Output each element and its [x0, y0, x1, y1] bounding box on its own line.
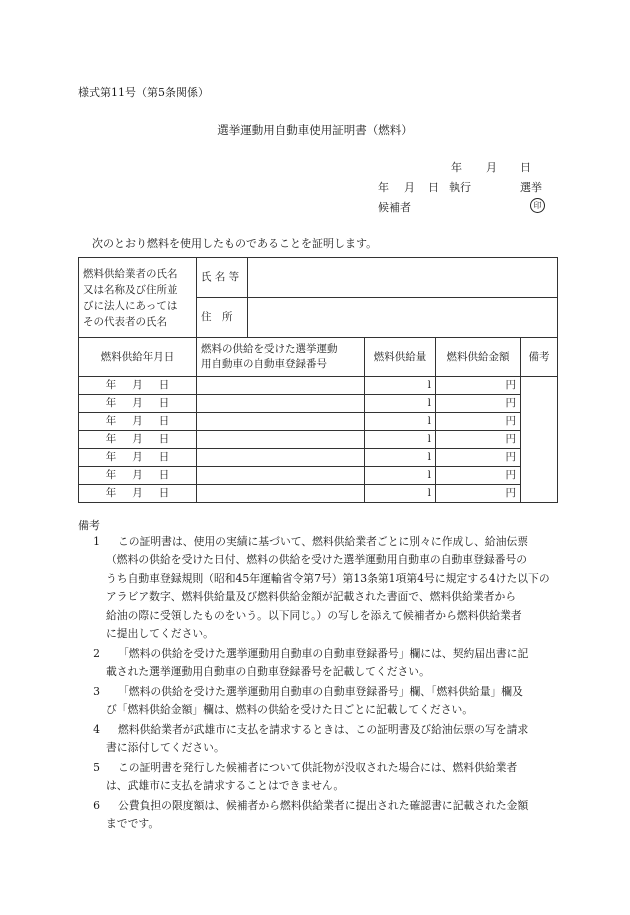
exec-month: 月 — [404, 181, 415, 194]
note-number: 6 — [93, 799, 100, 812]
date-year: 年 — [451, 161, 462, 174]
note-line: 書に添付してください。 — [106, 741, 225, 755]
quantity-cell[interactable]: l — [365, 395, 436, 413]
vehicle-number-cell[interactable] — [197, 485, 365, 503]
table-row — [79, 431, 558, 449]
address-label: 住 所 — [197, 298, 248, 338]
date-cell[interactable]: 年 月 日 — [79, 431, 197, 449]
quantity-cell[interactable]: l — [365, 485, 436, 503]
col-header-remarks: 備考 — [521, 338, 558, 377]
amount-cell[interactable]: 円 — [436, 449, 521, 467]
seal-mark: 印 — [530, 198, 545, 213]
col-header-quantity: 燃料供給量 — [365, 338, 436, 377]
form-number: 様式第11号（第5条関係） — [78, 86, 209, 99]
date-cell[interactable]: 年 月 日 — [79, 377, 197, 395]
table-row — [79, 485, 558, 503]
table-row — [79, 377, 558, 395]
quantity-cell[interactable]: l — [365, 467, 436, 485]
amount-cell[interactable]: 円 — [436, 485, 521, 503]
document-title: 選挙運動用自動車使用証明書（燃料） — [217, 123, 413, 137]
note-line: うち自動車登録規則（昭和45年運輸省令第7号）第13条第1項第4号に規定する4けた以下の — [106, 571, 550, 585]
note-line: 給油の際に受領したものをいう。以下同じ。）の写しを添えて候補者から燃料供給業者 — [106, 608, 522, 622]
note-line: び「燃料供給金額」欄は、燃料の供給を受けた日ごとに記載してください。 — [106, 703, 474, 717]
note-line: この証明書は、使用の実績に基づいて、燃料供給業者ごとに別々に作成し、給油伝票 — [118, 535, 529, 548]
note-line: 公費負担の限度額は、候補者から燃料供給業者に提出された確認書に記載された金額 — [118, 799, 529, 812]
amount-cell[interactable]: 円 — [436, 395, 521, 413]
note-line: 「燃料の供給を受けた選挙運動用自動車の自動車登録番号」欄、「燃料供給量」欄及 — [118, 685, 523, 698]
date-day: 日 — [520, 161, 531, 174]
election-label: 選挙 — [520, 181, 542, 194]
address-field[interactable] — [248, 298, 558, 338]
executed-label: 執行 — [449, 181, 471, 194]
date-cell[interactable]: 年 月 日 — [79, 395, 197, 413]
note-line: までです。 — [106, 817, 160, 831]
date-month: 月 — [486, 161, 497, 174]
note-number: 3 — [93, 685, 100, 698]
date-cell[interactable]: 年 月 日 — [79, 413, 197, 431]
date-cell[interactable]: 年 月 日 — [79, 485, 197, 503]
vehicle-number-cell[interactable] — [197, 449, 365, 467]
name-field[interactable] — [248, 258, 558, 298]
col-header-date: 燃料供給年月日 — [79, 338, 197, 377]
vehicle-number-cell[interactable] — [197, 413, 365, 431]
vehicle-number-cell[interactable] — [197, 377, 365, 395]
date-cell[interactable]: 年 月 日 — [79, 467, 197, 485]
note-number: 4 — [93, 723, 100, 736]
table-row — [79, 413, 558, 431]
amount-cell[interactable]: 円 — [436, 431, 521, 449]
remarks-cell[interactable] — [521, 377, 558, 503]
col-header-vehicle: 燃料の供給を受けた選挙運動 用自動車の自動車登録番号 — [197, 338, 365, 377]
notes-heading: 備考 — [78, 519, 100, 532]
quantity-cell[interactable]: l — [365, 449, 436, 467]
note-line: アラビア数字、燃料供給量及び燃料供給金額が記載された書面で、燃料供給業者から — [106, 590, 517, 604]
table-row — [79, 395, 558, 413]
table-row — [79, 467, 558, 485]
quantity-cell[interactable]: l — [365, 377, 436, 395]
note-line: 載された選挙運動用自動車の自動車登録番号を記載してください。 — [106, 665, 430, 679]
quantity-cell[interactable]: l — [365, 413, 436, 431]
amount-cell[interactable]: 円 — [436, 413, 521, 431]
amount-cell[interactable]: 円 — [436, 377, 521, 395]
note-line: （燃料の供給を受けた日付、燃料の供給を受けた選挙運動用自動車の自動車登録番号の — [106, 553, 528, 567]
vehicle-number-cell[interactable] — [197, 395, 365, 413]
vehicle-number-cell[interactable] — [197, 467, 365, 485]
note-number: 2 — [93, 647, 100, 660]
note-line: 「燃料の供給を受けた選挙運動用自動車の自動車登録番号」欄には、契約届出書に記 — [118, 647, 529, 660]
date-cell[interactable]: 年 月 日 — [79, 449, 197, 467]
table-row — [79, 449, 558, 467]
name-label: 氏 名 等 — [197, 258, 248, 298]
note-line: 燃料供給業者が武雄市に支払を請求するときは、この証明書及び給油伝票の写を請求 — [118, 723, 529, 736]
certification-statement: 次のとおり燃料を使用したものであることを証明します。 — [92, 237, 378, 250]
exec-year: 年 — [378, 181, 389, 194]
amount-cell[interactable]: 円 — [436, 467, 521, 485]
vehicle-number-cell[interactable] — [197, 431, 365, 449]
note-line: は、武雄市に支払を請求することはできません。 — [106, 779, 345, 793]
note-number: 1 — [93, 535, 100, 548]
supplier-label-cell: 燃料供給業者の氏名 又は名称及び住所並 びに法人にあっては その代表者の氏名 — [79, 258, 197, 338]
note-line: に提出してください。 — [106, 627, 214, 641]
fuel-usage-table — [78, 257, 558, 503]
col-header-amount: 燃料供給金額 — [436, 338, 521, 377]
quantity-cell[interactable]: l — [365, 431, 436, 449]
note-line: この証明書を発行した候補者について供託物が没収された場合には、燃料供給業者 — [118, 761, 518, 774]
note-number: 5 — [93, 761, 100, 774]
exec-day: 日 — [428, 181, 439, 194]
candidate-label: 候補者 — [378, 201, 411, 214]
